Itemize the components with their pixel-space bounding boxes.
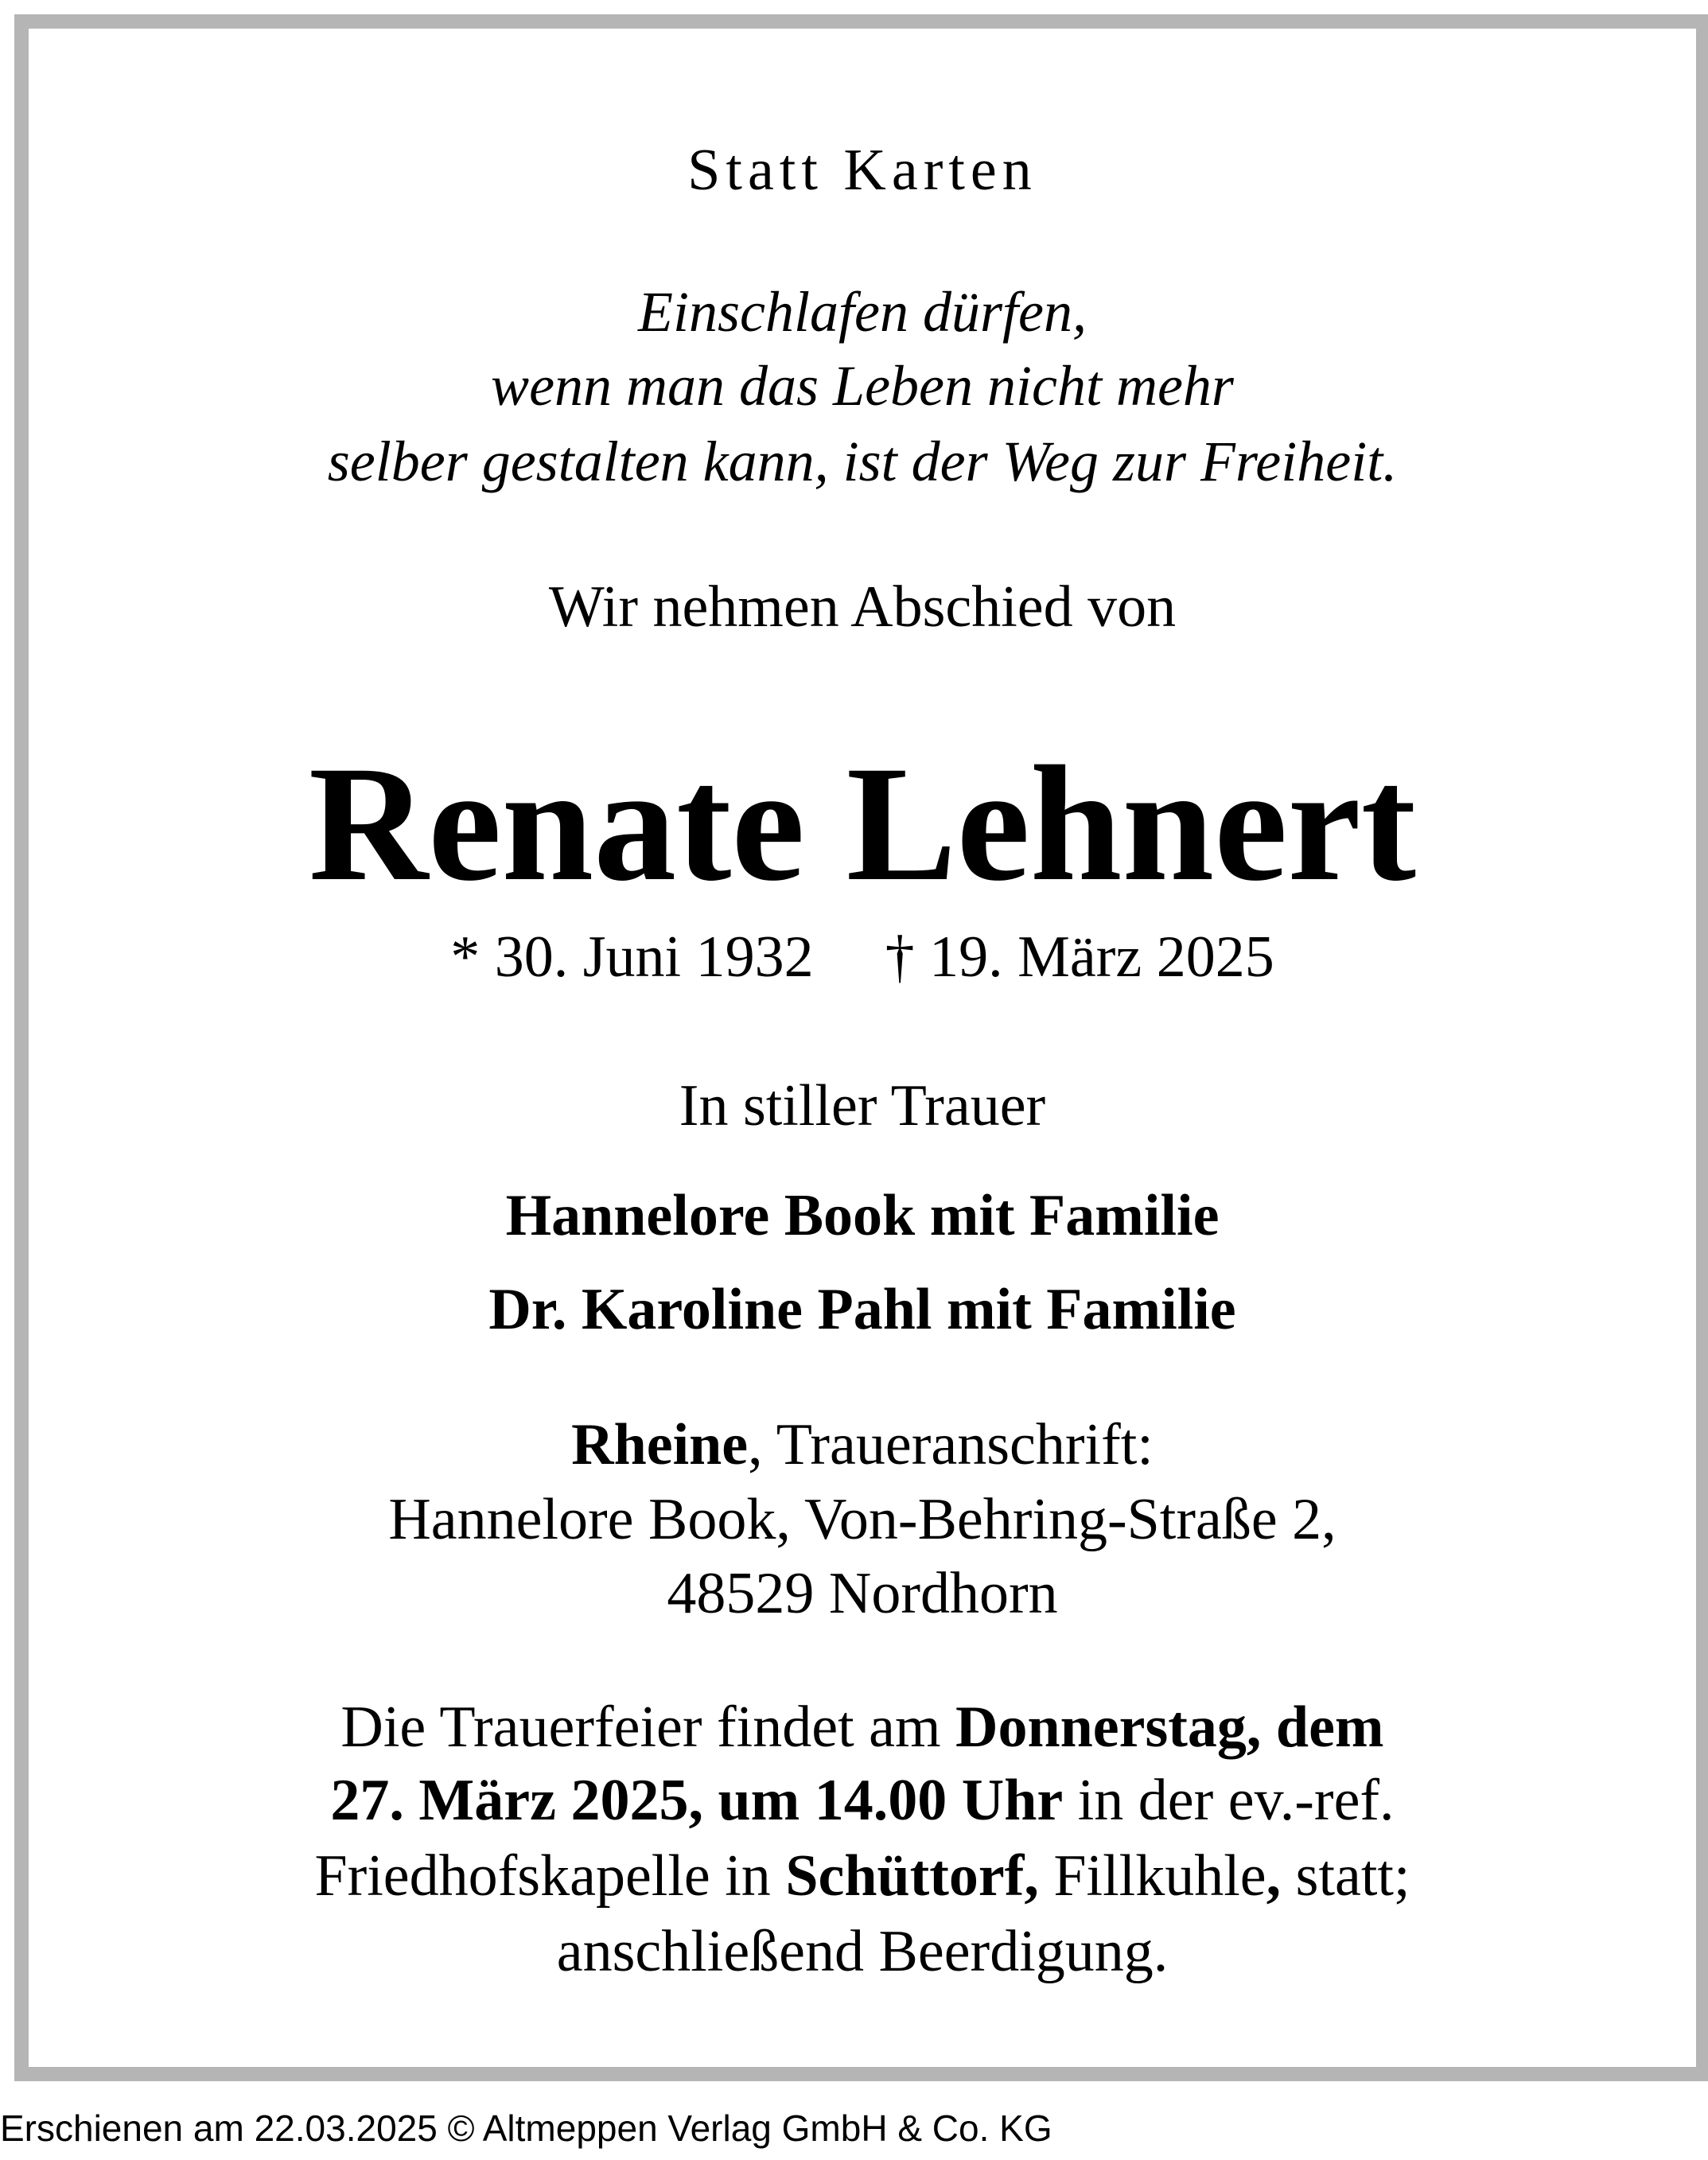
obituary-frame: [14, 14, 1708, 2081]
farewell-intro: Wir nehmen Abschied von: [548, 574, 1177, 640]
service-text-3e: statt;: [1281, 1843, 1410, 1909]
service-line-1: [29, 1694, 1696, 1761]
service-line-3: [29, 1843, 1696, 1910]
deceased-name: Renate Lehnert: [308, 732, 1417, 915]
quote-line-3: selber gestalten kann, ist der Weg zur Freiheit.: [327, 430, 1398, 493]
service-street: Fillkuhle: [1038, 1843, 1266, 1909]
address-line-2: Hannelore Book, Von-Behring-Straße 2,: [388, 1487, 1336, 1552]
service-text-3a: Friedhofskapelle in: [314, 1843, 786, 1909]
address-line-1: [29, 1411, 1696, 1479]
mourning-text: In stiller Trauer: [679, 1073, 1046, 1138]
publication-footer: Erschienen am 22.03.2025 © Altmeppen Verlag GmbH & Co. KG: [0, 2107, 1052, 2149]
quote-line-1: Einschlafen dürfen,: [638, 280, 1087, 344]
service-line-4: anschließend Beerdigung.: [556, 1919, 1169, 1984]
mourner-1: Hannelore Book mit Familie: [505, 1183, 1220, 1248]
service-text-1a: Die Trauerfeier findet am: [340, 1695, 956, 1760]
birth-date: * 30. Juni 1932: [450, 924, 814, 990]
mourner-2: Dr. Karoline Pahl mit Familie: [488, 1277, 1236, 1342]
address-line-3: 48529 Nordhorn: [667, 1561, 1058, 1626]
service-comma: ,: [1266, 1843, 1282, 1909]
death-date: † 19. März 2025: [885, 924, 1274, 990]
notice-heading: Statt Karten: [687, 138, 1037, 203]
service-day: Donnerstag, dem: [955, 1695, 1384, 1760]
life-dates: [29, 924, 1696, 991]
service-line-2: [29, 1767, 1696, 1835]
service-town: Schüttorf,: [785, 1843, 1039, 1909]
address-city: Rheine: [571, 1412, 749, 1477]
service-text-2b: in der ev.-ref.: [1063, 1768, 1395, 1833]
quote-line-2: wenn man das Leben nicht mehr: [491, 354, 1234, 418]
service-datetime: 27. März 2025, um 14.00 Uhr: [330, 1768, 1064, 1833]
address-label: , Traueranschrift:: [748, 1412, 1154, 1477]
